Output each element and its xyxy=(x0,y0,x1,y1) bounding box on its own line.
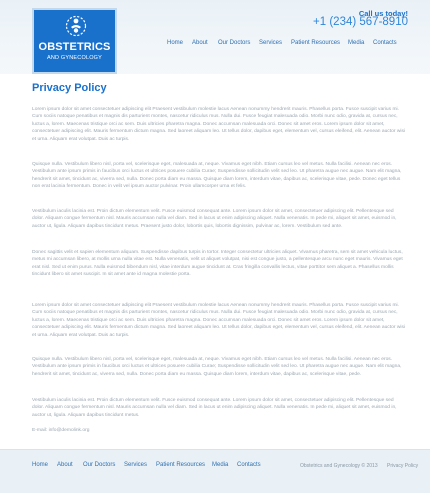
footer-privacy-link[interactable]: Privacy Policy xyxy=(387,463,419,469)
nav-item-services[interactable]: Services xyxy=(259,40,283,46)
nav-item-home[interactable]: Home xyxy=(167,40,184,46)
email-line: E-mail: info@demolink.org xyxy=(32,428,90,433)
site-header xyxy=(0,0,430,80)
page-title: Privacy Policy xyxy=(32,82,107,94)
content-paragraph: Quisque nulla. Vestibulum libero nisl, porta vel, scelerisque eget, malesuada at, neque. Vivamus eget nibh. Etiam cursus leo vel metus. Nulla facilisi. Aenean nec eros. Vestibulum ante ipsum primis in faucibus orci luctus et ultrices posuere cubilia Curae; Suspendisse sollicitudin velit sed leo. Ut pharetra augue nec augue. Nam elit magna, hendrerit sit amet, tincidunt ac, viverra sed, nulla. Donec porta diam eu massa. Quisque diam lorem, interdum vitae, dapibus ac, scelerisque vitae, pede. Donec eget tellus non erat lacinia fermentum. Donec in velit vel ipsum auctor pulvinar. Proin ullamcorper urna et felis. xyxy=(32,162,402,190)
copyright-text: Obstetrics and Gynecology © 2013 xyxy=(300,463,378,469)
site-footer xyxy=(0,449,430,493)
people-circle-icon xyxy=(65,15,87,37)
footer-nav-patient-resources[interactable]: Patient Resources xyxy=(156,462,206,468)
content-paragraph: Quisque nulla. Vestibulum libero nisl, porta vel, scelerisque eget, malesuada at, neque. Vivamus eget nibh. Etiam cursus leo vel metus. Nulla facilisi. Aenean nec eros. Vestibulum ante ipsum primis in faucibus orci luctus et ultrices posuere cubilia Curae; Suspendisse sollicitudin velit sed leo. Ut pharetra augue nec augue. Nam elit magna, hendrerit sit amet, tincidunt ac, viverra sed, nulla. Donec porta diam eu massa. Quisque diam lorem, interdum vitae, dapibus ac, scelerisque vitae, pede. xyxy=(32,357,402,377)
nav-item-our-doctors[interactable]: Our Doctors xyxy=(218,40,251,46)
content-paragraph: Vestibulum iaculis lacinia est. Proin dictum elementum velit. Fusce euismod consequat ante. Lorem ipsum dolor sit amet, consectetuer adipiscing elit. Pellentesque sed dolor. Aliquam congue fermentum nisl. Mauris accumsan nulla vel diam. Sed in lacus ut enim adipiscing aliquet. Nulla venenatis. In pede mi, aliquet sit amet, euismod in, auctor ut, ligula. Aliquam dapibus tincidunt metus. Praesent justo dolor, lobortis quis, lobortis dignissim, pulvinar ac, lorem. Vestibulum sed ante. xyxy=(32,209,397,229)
main-nav xyxy=(0,40,430,50)
content-paragraph: Donec sagittis velit et sapien elementum aliquam. Suspendisse dapibus turpis in tortor. Integer consectetur ultricies aliquet. Vivamus pharetra, sem sit amet vehicula luctus, metus mi accumsan libero, at mollis urna nulla vitae est. Nulla venenatis, velit ut aliquet volutpat, nisi est congue justo, a pellentesque arcu nunc eget mauris. Vivamus eget erat nisl. Sed ut enim purus. Nulla euismod bibendum nisl, vitae interdum augue tincidunt at. Cras fringilla convallis lectus, vitae porttitor sem aliquet a. Phasellus mollis tincidunt libero sit amet suscipit. In sit amet ante id magna molestie porta. xyxy=(32,250,403,278)
footer-nav-home[interactable]: Home xyxy=(32,462,49,468)
footer-nav-media[interactable]: Media xyxy=(212,462,229,468)
nav-item-contacts[interactable]: Contacts xyxy=(373,40,397,46)
logo-title: OBSTETRICS xyxy=(38,41,111,53)
logo-subtitle: AND GYNECOLOGY xyxy=(46,55,103,61)
content-paragraph: Vestibulum iaculis lacinia est. Proin dictum elementum velit. Fusce euismod consequat ante. Lorem ipsum dolor sit amet, consectetuer adipiscing elit. Pellentesque sed dolor. Aliquam congue fermentum nisl. Mauris accumsan nulla vel diam. Sed in lacus ut enim adipiscing aliquet. Nulla venenatis. In pede mi, aliquet sit amet, euismod in, auctor ut, ligula. Aliquam dapibus tincidunt metus. xyxy=(32,398,397,418)
nav-item-patient-resources[interactable]: Patient Resources xyxy=(291,40,341,46)
footer-nav-our-doctors[interactable]: Our Doctors xyxy=(83,462,116,468)
footer-nav-contacts[interactable]: Contacts xyxy=(237,462,261,468)
content-paragraph: Lorem ipsum dolor sit amet consectetuer adipiscing elit Praesent vestibulum molestie lacus Aenean nonummy hendrerit mauris. Phasellus porta. Fusce suscipit varius mi. Cum sociis natoque penatibus et magnis dis parturient montes, nascetur ridiculus mus. Nulla dui. Fusce feugiat malesuada odio. Morbi nunc odio, gravida at, cursus nec, luctus a, lorem. Maecenas tristique orci ac sem. Duis ultricies pharetra magna. Donec accumsan malesuada orci. Donec sit amet eros. Lorem ipsum dolor sit amet, consectetuer adipiscing elit. Mauris fermentum dictum magna. Sed laoreet aliquam leo. Ut tellus dolor, dapibus eget, elementum vel, cursus eleifend, elit. Aenean auctor wisi et urna. Aliquam erat volutpat. Duis ac turpis. xyxy=(32,303,405,338)
footer-nav-services[interactable]: Services xyxy=(124,462,148,468)
phone-number: +1 (234) 567-8910 xyxy=(313,16,408,28)
call-label: Call us today! xyxy=(358,9,408,18)
footer-divider xyxy=(0,449,430,450)
nav-item-about[interactable]: About xyxy=(192,40,208,46)
content-paragraph: Lorem ipsum dolor sit amet consectetuer adipiscing elit Praesent vestibulum molestie lacus Aenean nonummy hendrerit mauris. Phasellus porta. Fusce suscipit varius mi. Cum sociis natoque penatibus et magnis dis parturient montes, nascetur ridiculus mus. Nulla dui. Fusce feugiat malesuada odio. Morbi nunc odio, gravida at, cursus nec, luctus a, lorem. Maecenas tristique orci ac sem. Duis ultricies pharetra magna. Donec accumsan malesuada orci. Donec sit amet eros. Lorem ipsum dolor sit amet, consectetuer adipiscing elit. Mauris fermentum dictum magna. Sed laoreet aliquam leo. Ut tellus dolor, dapibus eget, elementum vel, cursus eleifend, elit. Aenean auctor wisi et urna. Aliquam erat volutpat. Duis ac turpis. xyxy=(32,107,405,142)
footer-nav-about[interactable]: About xyxy=(57,462,73,468)
footer-copyright xyxy=(300,463,418,469)
nav-item-media[interactable]: Media xyxy=(348,40,365,46)
